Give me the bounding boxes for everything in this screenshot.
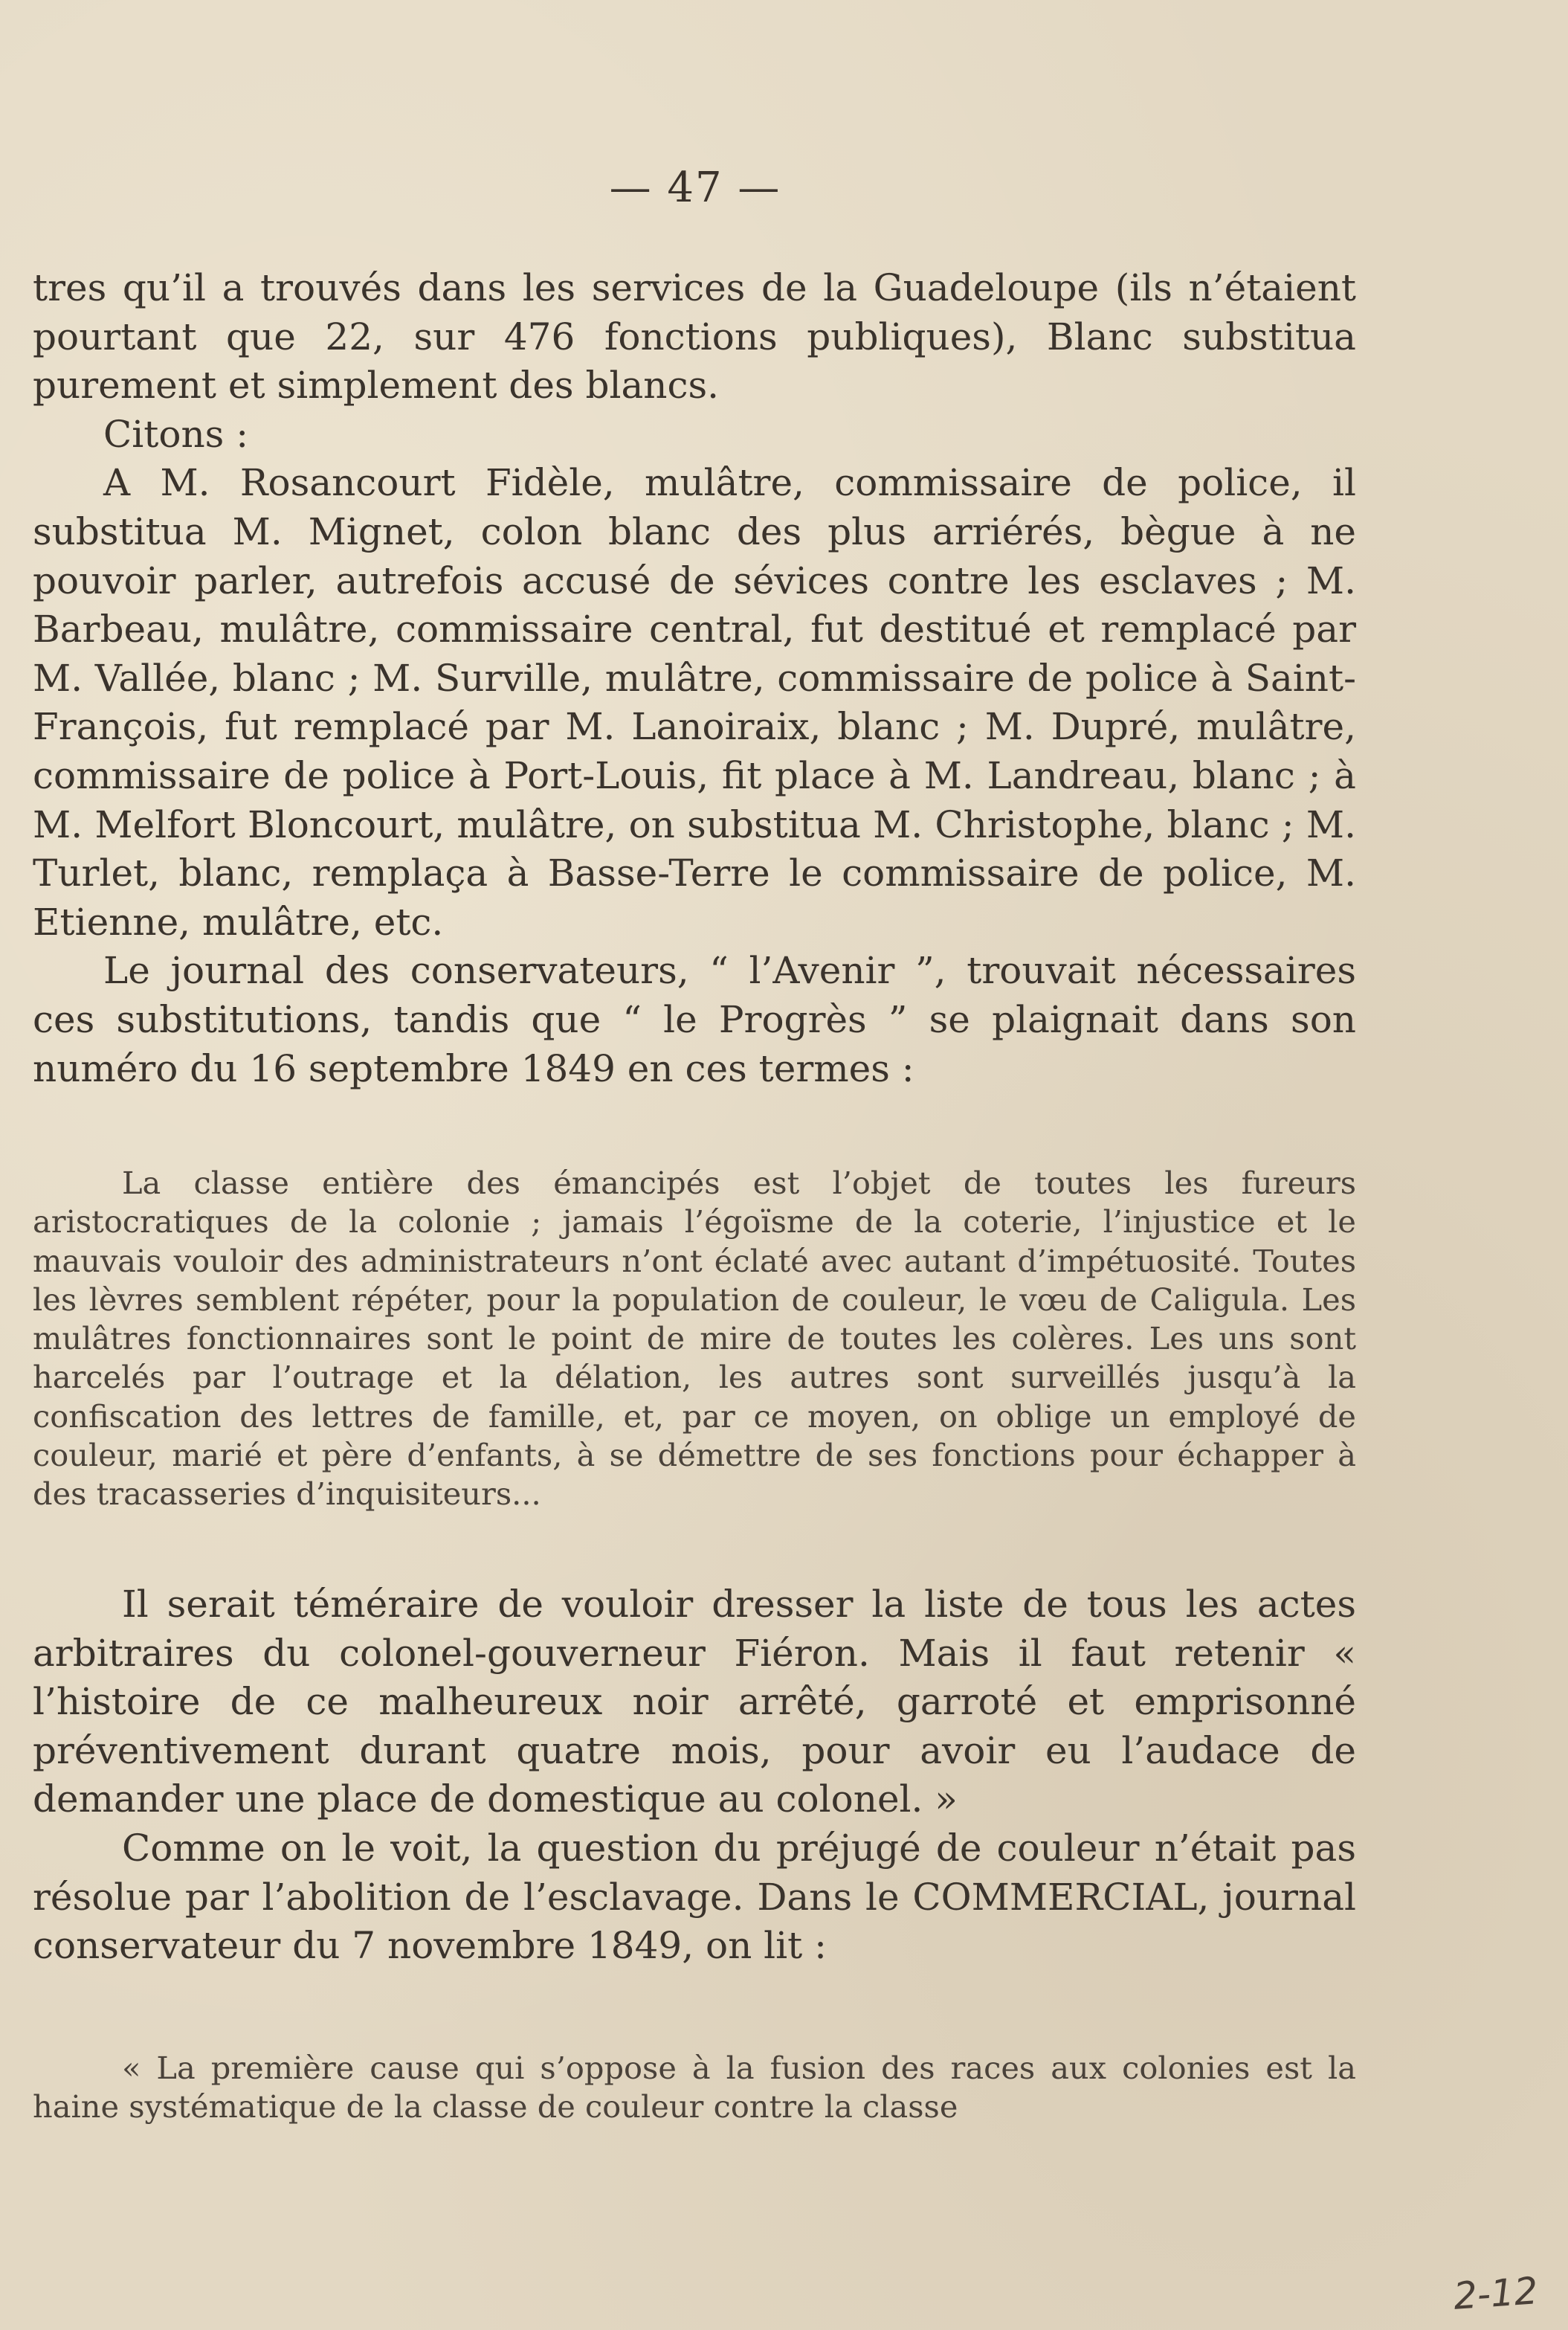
paragraph-continued: tres qu’il a trouvés dans les services de la Guadeloupe (ils n’étaient pourtant que 22, sur 476 fonctions publiques), Blanc substitua purement et simplement des blancs. [33,266,1356,408]
paragraph-prejuge: Comme on le voit, la question du préjugé de couleur n’était pas résolue par l’abolition de l’esclavage. Dans le COMMERCIAL, journal conservateur du 7 novembre 1849, on lit : [33,1826,1356,1968]
handwritten-annotation: 2-12 [1452,2269,1540,2318]
block-quote-commercial [33,2049,1356,2127]
block-quote-progres [33,1164,1356,1514]
quote-commercial-text: « La première cause qui s’oppose à la fusion des races aux colonies est la haine systématique de la classe de couleur contre la classe [33,2050,1356,2125]
body-section-1 [33,264,1356,1093]
paragraph-substitution-list: A M. Rosancourt Fidèle, mulâtre, commissaire de police, il substitua M. Mignet, colon blanc des plus arriérés, bègue à ne pouvoir parler, autrefois accusé de sévices contre les esclaves ; M. Barbeau, mulâtre, commissaire central, fut destitué et remplacé par M. Vallée, blanc ; M. Surville, mulâtre, commissaire de police à Saint-François, fut remplacé par M. Lanoiraix, blanc ; M. Dupré, mulâtre, commissaire de police à Port-Louis, fit place à M. Landreau, blanc ; à M. Melfort Bloncourt, mulâtre, on substitua M. Christophe, blanc ; M. Turlet, blanc, remplaça à Basse-Terre le commissaire de police, M. Etienne, mulâtre, etc. [33,461,1356,944]
quote-progres-text: La classe entière des émancipés est l’objet de toutes les fureurs aristocratiques de la colonie ; jamais l’égoïsme de la coterie, l’injustice et le mauvais vouloir des administrateurs n’ont éclaté avec autant d’impétuosité. Toutes les lèvres semblent répéter, pour la population de couleur, le vœu de Caligula. Les mulâtres fonctionnaires sont le point de mire de toutes les colères. Les uns sont harcelés par l’outrage et la délation, les autres sont surveillés jusqu’à la confiscation des lettres de famille, et, par ce moyen, on oblige un employé de couleur, marié et père d’enfants, à se démettre de ses fonctions pour échapper à des tracasseries d’inquisiteurs... [33,1165,1356,1513]
page-number: — 47 — [609,164,781,212]
paragraph-citons: Citons : [103,412,249,456]
paragraph-journal: Le journal des conservateurs, “ l’Avenir ”, trouvait nécessaires ces substitutions, tandis que “ le Progrès ” se plaignait dans son numéro du 16 septembre 1849 en ces termes : [33,949,1356,1090]
body-section-2 [33,1580,1356,1971]
paragraph-fieron: Il serait téméraire de vouloir dresser la liste de tous les actes arbitraires du colonel-gouverneur Fiéron. Mais il faut retenir « l’histoire de ce malheureux noir arrêté, garroté et emprisonné préventivement durant quatre mois, pour avoir eu l’audace de demander une place de domestique au colonel. » [33,1583,1356,1821]
